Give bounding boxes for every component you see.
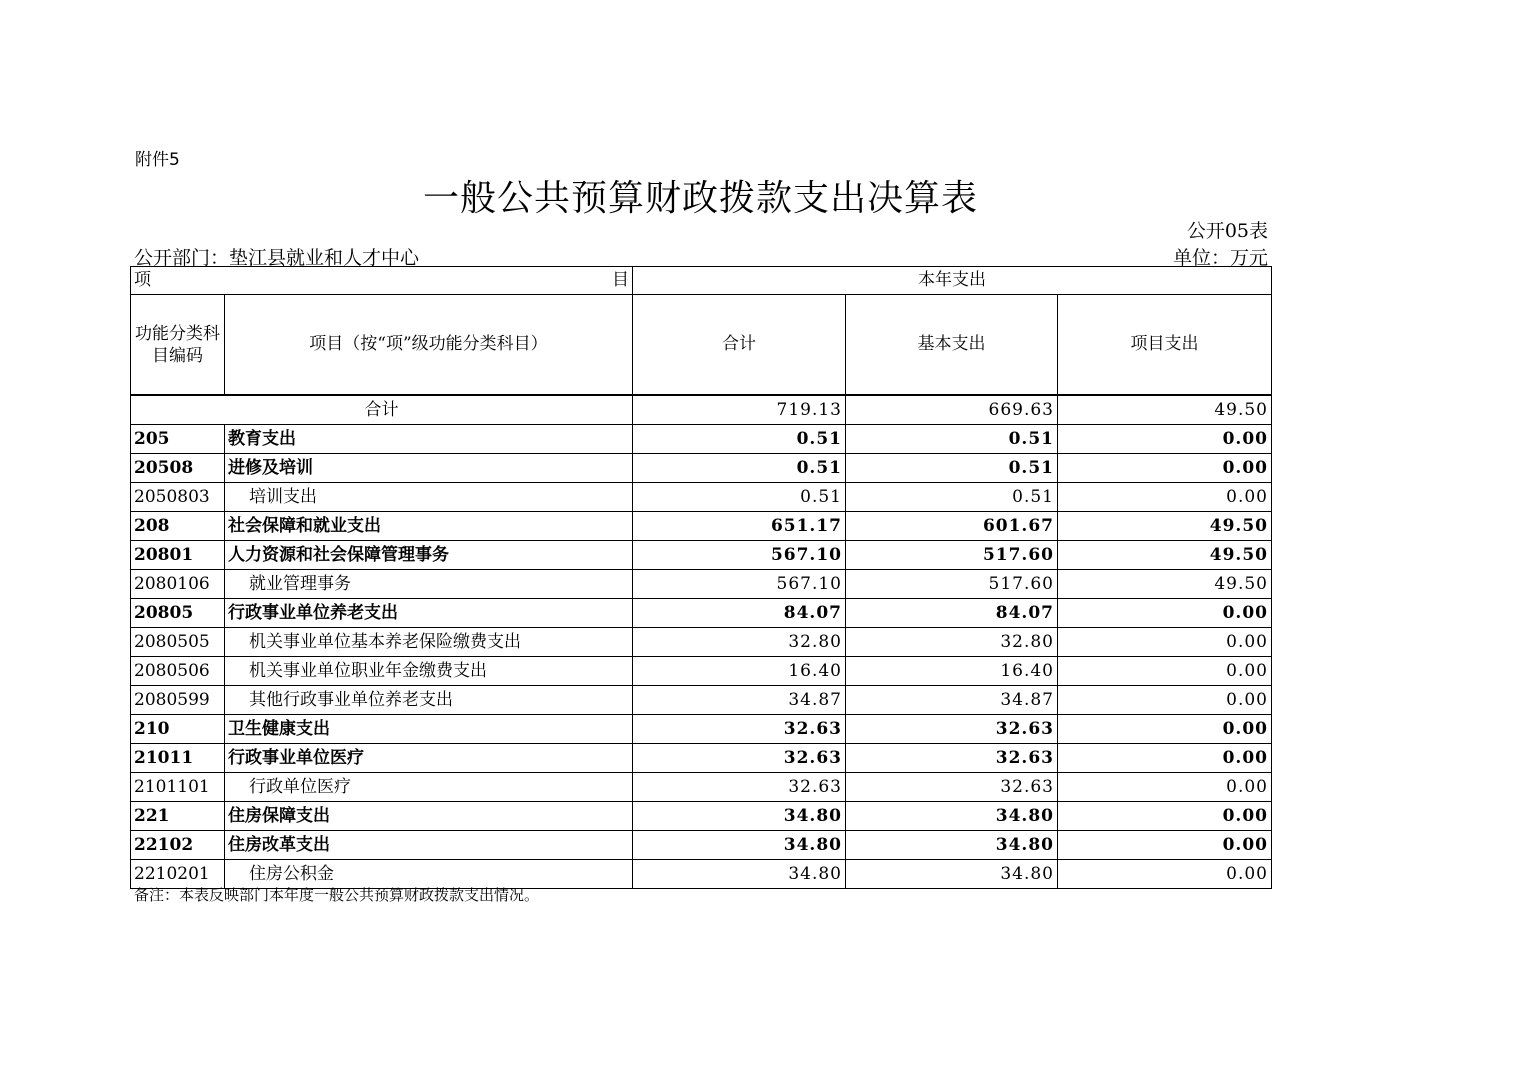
- header-row-1: [131, 267, 1272, 295]
- row-name: 人力资源和社会保障管理事务: [225, 541, 633, 570]
- row-basic: 517.60: [846, 541, 1058, 570]
- total-row-total: 719.13: [633, 395, 846, 425]
- row-project: 0.00: [1058, 802, 1272, 831]
- row-total: 651.17: [633, 512, 846, 541]
- row-basic: 0.51: [846, 454, 1058, 483]
- table-row: [131, 686, 1272, 715]
- row-name: 住房保障支出: [225, 802, 633, 831]
- name-column-header: 项目（按“项”级功能分类科目）: [225, 295, 633, 396]
- table-row: [131, 541, 1272, 570]
- total-row-label: 合计: [131, 395, 633, 425]
- table-row: [131, 773, 1272, 802]
- row-code: 2080506: [131, 657, 225, 686]
- basic-column-header: 基本支出: [846, 295, 1058, 396]
- total-column-header: 合计: [633, 295, 846, 396]
- row-project: 0.00: [1058, 454, 1272, 483]
- row-name: 社会保障和就业支出: [225, 512, 633, 541]
- current-year-header: 本年支出: [633, 267, 1272, 295]
- row-project: 49.50: [1058, 512, 1272, 541]
- row-total: 0.51: [633, 425, 846, 454]
- remark-note: 备注：本表反映部门本年度一般公共预算财政拨款支出情况。: [134, 886, 540, 904]
- row-code: 20508: [131, 454, 225, 483]
- row-name: 培训支出: [225, 483, 633, 512]
- row-total: 32.63: [633, 744, 846, 773]
- table-row: [131, 657, 1272, 686]
- row-total: 84.07: [633, 599, 846, 628]
- item-header-cell: [131, 267, 633, 295]
- row-basic: 32.80: [846, 628, 1058, 657]
- row-name: 住房改革支出: [225, 831, 633, 860]
- table-row: [131, 483, 1272, 512]
- row-project: 49.50: [1058, 570, 1272, 599]
- row-code: 221: [131, 802, 225, 831]
- table-row: [131, 744, 1272, 773]
- row-total: 32.63: [633, 715, 846, 744]
- table-row: [131, 802, 1272, 831]
- row-code: 2210201: [131, 860, 225, 889]
- row-total: 32.80: [633, 628, 846, 657]
- row-project: 0.00: [1058, 657, 1272, 686]
- row-name: 就业管理事务: [225, 570, 633, 599]
- row-basic: 32.63: [846, 744, 1058, 773]
- table-row: [131, 570, 1272, 599]
- row-code: 20801: [131, 541, 225, 570]
- row-code: 22102: [131, 831, 225, 860]
- row-name: 其他行政事业单位养老支出: [225, 686, 633, 715]
- row-code: 208: [131, 512, 225, 541]
- row-basic: 32.63: [846, 773, 1058, 802]
- row-basic: 34.80: [846, 802, 1058, 831]
- row-name: 机关事业单位职业年金缴费支出: [225, 657, 633, 686]
- row-code: 20805: [131, 599, 225, 628]
- row-basic: 84.07: [846, 599, 1058, 628]
- row-project: 0.00: [1058, 599, 1272, 628]
- row-basic: 601.67: [846, 512, 1058, 541]
- row-code: 2050803: [131, 483, 225, 512]
- row-project: 0.00: [1058, 860, 1272, 889]
- row-total: 34.80: [633, 802, 846, 831]
- row-project: 0.00: [1058, 831, 1272, 860]
- row-name: 行政单位医疗: [225, 773, 633, 802]
- item-header-left: 项: [134, 270, 151, 290]
- row-project: 0.00: [1058, 628, 1272, 657]
- department-label: 公开部门：垫江县就业和人才中心: [134, 247, 420, 269]
- row-total: 34.80: [633, 831, 846, 860]
- header-row-2: [131, 295, 1272, 396]
- table-row: [131, 425, 1272, 454]
- table-row: [131, 454, 1272, 483]
- row-basic: 0.51: [846, 425, 1058, 454]
- code-column-header: 功能分类科目编码: [131, 295, 225, 396]
- unit-label: 单位：万元: [1172, 247, 1268, 269]
- row-code: 2101101: [131, 773, 225, 802]
- table-number: 公开05表: [1186, 220, 1268, 242]
- row-name: 进修及培训: [225, 454, 633, 483]
- row-total: 567.10: [633, 541, 846, 570]
- attachment-label: 附件5: [135, 150, 180, 170]
- row-project: 0.00: [1058, 744, 1272, 773]
- row-basic: 0.51: [846, 483, 1058, 512]
- table-row: [131, 599, 1272, 628]
- total-row-project: 49.50: [1058, 395, 1272, 425]
- row-project: 0.00: [1058, 715, 1272, 744]
- row-project: 49.50: [1058, 541, 1272, 570]
- row-basic: 32.63: [846, 715, 1058, 744]
- row-total: 16.40: [633, 657, 846, 686]
- total-row-basic: 669.63: [846, 395, 1058, 425]
- row-name: 住房公积金: [225, 860, 633, 889]
- row-basic: 34.80: [846, 860, 1058, 889]
- row-name: 行政事业单位医疗: [225, 744, 633, 773]
- row-name: 教育支出: [225, 425, 633, 454]
- row-total: 34.80: [633, 860, 846, 889]
- row-name: 行政事业单位养老支出: [225, 599, 633, 628]
- total-row: [131, 395, 1272, 425]
- row-total: 34.87: [633, 686, 846, 715]
- page-title: 一般公共预算财政拨款支出决算表: [422, 178, 978, 219]
- row-total: 567.10: [633, 570, 846, 599]
- row-code: 2080106: [131, 570, 225, 599]
- row-name: 机关事业单位基本养老保险缴费支出: [225, 628, 633, 657]
- row-project: 0.00: [1058, 483, 1272, 512]
- row-project: 0.00: [1058, 425, 1272, 454]
- row-total: 0.51: [633, 483, 846, 512]
- row-total: 32.63: [633, 773, 846, 802]
- row-basic: 34.80: [846, 831, 1058, 860]
- row-total: 0.51: [633, 454, 846, 483]
- row-basic: 16.40: [846, 657, 1058, 686]
- row-name: 卫生健康支出: [225, 715, 633, 744]
- row-code: 205: [131, 425, 225, 454]
- row-code: 21011: [131, 744, 225, 773]
- row-project: 0.00: [1058, 686, 1272, 715]
- table-row: [131, 715, 1272, 744]
- row-code: 2080505: [131, 628, 225, 657]
- row-basic: 517.60: [846, 570, 1058, 599]
- item-header-right: 目: [612, 270, 629, 290]
- table-row: [131, 628, 1272, 657]
- row-code: 210: [131, 715, 225, 744]
- table-row: [131, 831, 1272, 860]
- table-row: [131, 512, 1272, 541]
- row-code: 2080599: [131, 686, 225, 715]
- expenditure-table: [130, 266, 1272, 889]
- row-project: 0.00: [1058, 773, 1272, 802]
- row-basic: 34.87: [846, 686, 1058, 715]
- project-column-header: 项目支出: [1058, 295, 1272, 396]
